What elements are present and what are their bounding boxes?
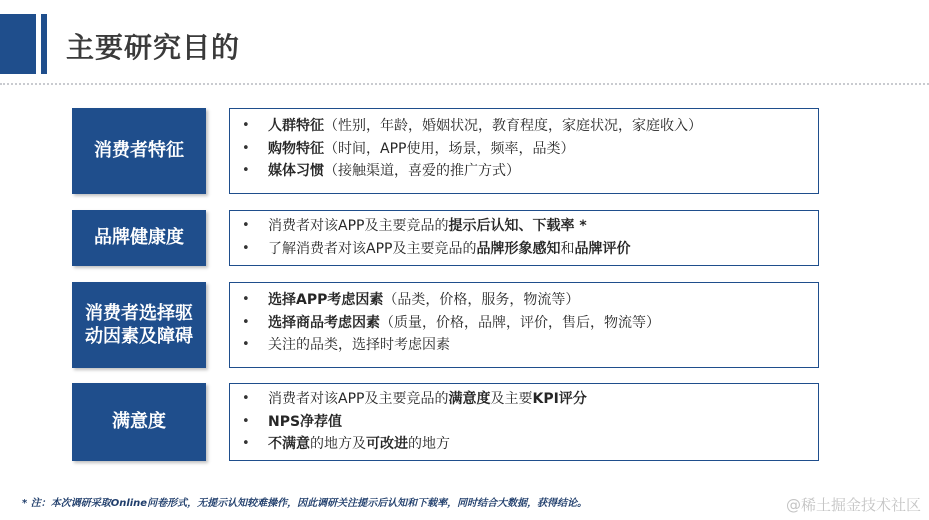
- section-label-drivers-barriers: 消费者选择驱 动因素及障碍: [72, 282, 206, 368]
- list-item: • 消费者对该APP及主要竞品的提示后认知、下载率 *: [238, 215, 810, 238]
- watermark: @稀土掘金技术社区: [785, 496, 921, 514]
- list-item: • NPS净荐值: [238, 411, 810, 434]
- list-item: • 人群特征（性别，年龄，婚姻状况，教育程度，家庭状况，家庭收入）: [238, 115, 810, 138]
- title-divider: [0, 83, 929, 85]
- section-label-consumer-traits: 消费者特征: [72, 108, 206, 194]
- list-item: • 购物特征（时间，APP使用，场景，频率，品类）: [238, 138, 810, 161]
- page-title: 主要研究目的: [66, 31, 241, 64]
- list-item: • 关注的品类，选择时考虑因素: [238, 334, 810, 357]
- list-item: • 消费者对该APP及主要竞品的满意度及主要KPI评分: [238, 388, 810, 411]
- section-content-drivers-barriers: [229, 282, 819, 368]
- list-item: • 不满意的地方及可改进的地方: [238, 433, 810, 456]
- section-label-satisfaction: 满意度: [72, 383, 206, 461]
- list-item: • 媒体习惯（接触渠道，喜爱的推广方式）: [238, 160, 810, 183]
- section-label-brand-health: 品牌健康度: [72, 210, 206, 266]
- title-accent-bar-thin: [41, 14, 47, 74]
- list-item: • 选择APP考虑因素（品类，价格，服务，物流等）: [238, 289, 810, 312]
- section-content-consumer-traits: [229, 108, 819, 194]
- title-accent-bar: [0, 14, 36, 74]
- footnote: * 注：本次调研采取Online问卷形式，无提示认知较难操作，因此调研关注提示后认知和下载率，同时结合大数据，获得结论。: [22, 498, 588, 509]
- list-item: • 选择商品考虑因素（质量，价格，品牌，评价，售后，物流等）: [238, 312, 810, 335]
- section-content-satisfaction: [229, 383, 819, 461]
- section-content-brand-health: [229, 210, 819, 266]
- list-item: • 了解消费者对该APP及主要竞品的品牌形象感知和品牌评价: [238, 238, 810, 261]
